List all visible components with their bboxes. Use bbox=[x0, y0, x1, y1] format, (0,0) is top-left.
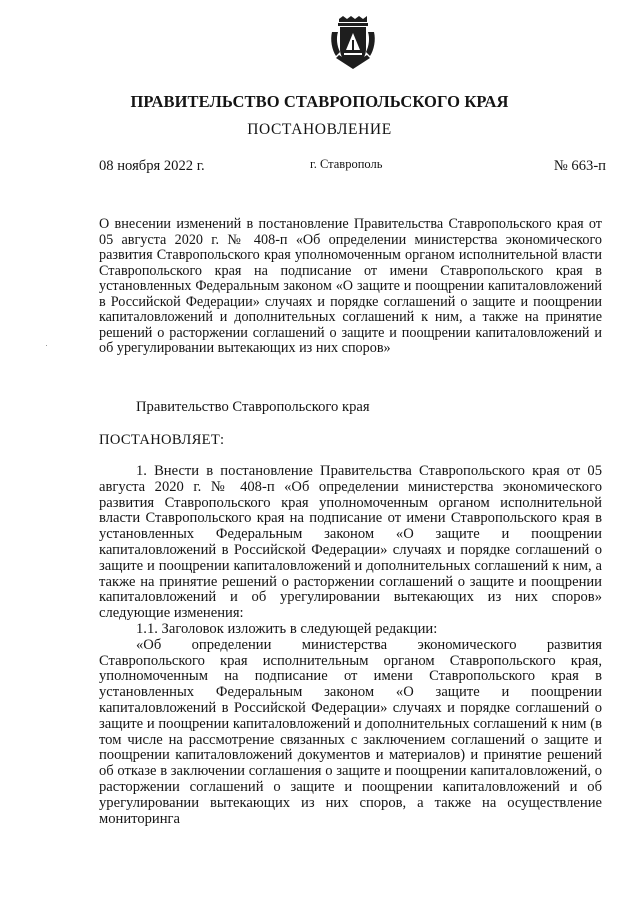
document-subject: О внесении изменений в постановление Правительства Ставропольского края от 05 августа 2020 г. № 408-п «Об определении министерства экономического развития Ставропольского края уполномоченным органом исполнительной власти Ставропольского края на подписание от имени Ставропольского края в установленных Федеральным законом «О защите и поощрении капиталовложений в Российской Федерации» случаях и порядке соглашений о защите и поощрении капиталовложений и дополнительных соглашений к ним, а также на принятие решений о расторжении соглашений о защите и поощрении капиталовложений и об урегулировании вытекающих из них споров» bbox=[99, 216, 602, 356]
body-paragraph: «Об определении министерства экономического развития Ставропольского края исполнительным органом Ставропольского края, уполномоченным на подписание от имени Ставропольского края в установленных Федеральным законом «О защите и поощрении капиталовложений в Российской Федерации» случаях и порядке соглашений о защите и поощрении капиталовложений и дополнительных соглашений к ним (в том числе на рассмотрение связанных с заключением соглашений о защите и поощрении капиталовложений документов и материалов) и принятие решений об отказе в заключении соглашения о защите и поощрении капиталовложений, о расторжении соглашений о защите и поощрении капиталовложений и об урегулировании вытекающих из них споров, а также на осуществление мониторинга bbox=[99, 636, 602, 827]
document-body bbox=[99, 464, 602, 827]
document-number: № 663-п bbox=[553, 158, 606, 174]
document-date: 08 ноября 2022 г. bbox=[99, 158, 205, 174]
document-city: г. Ставрополь bbox=[310, 157, 383, 171]
body-paragraph: 1.1. Заголовок изложить в следующей редакции: bbox=[136, 620, 438, 637]
document-type: ПОСТАНОВЛЕНИЕ bbox=[247, 121, 392, 138]
scan-speck bbox=[46, 345, 47, 346]
body-paragraph: 1. Внести в постановление Правительства Ставропольского края от 05 августа 2020 г. № 408-п «Об определении министерства экономического развития Ставропольского края уполномоченным органом исполнительной власти Ставропольского края на подписание от имени Ставропольского края в установленных Федеральным законом «О защите и поощрении капиталовложений в Российской Федерации» случаях и порядке соглашений о защите и поощрении капиталовложений и дополнительных соглашений к ним, а также на принятие решений о расторжении соглашений о защите и поощрении капиталовложений и об урегулировании вытекающих из них споров» следующие изменения: bbox=[99, 463, 602, 622]
issuer-line: Правительство Ставропольского края bbox=[136, 399, 370, 415]
government-title: ПРАВИТЕЛЬСТВО СТАВРОПОЛЬСКОГО КРАЯ bbox=[130, 92, 509, 111]
stavropol-coat-of-arms-icon bbox=[330, 16, 376, 70]
decree-word: ПОСТАНОВЛЯЕТ: bbox=[99, 432, 225, 448]
